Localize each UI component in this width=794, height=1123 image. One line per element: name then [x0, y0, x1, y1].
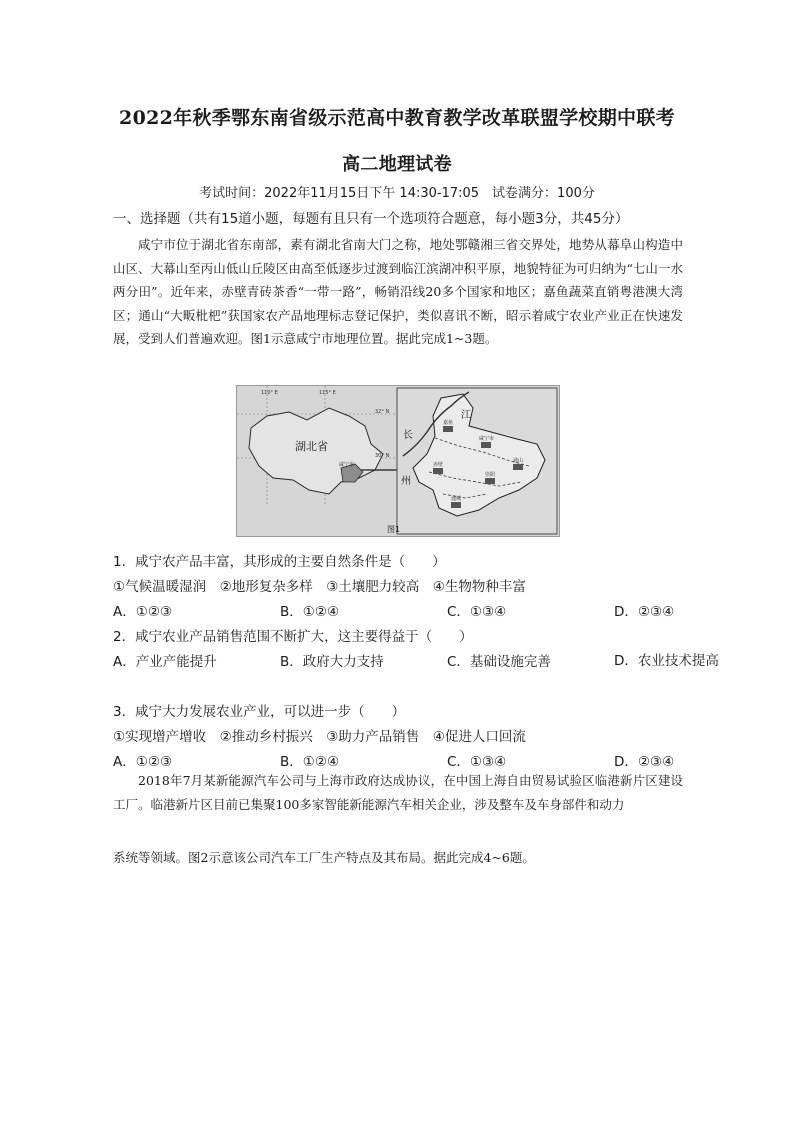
option-d-text: D．农业技术提高 [614, 653, 719, 669]
figure-caption: 图1 [387, 525, 401, 534]
river-label: 江 [461, 410, 471, 421]
passage-1: 咸宁市位于湖北省东南部，素有湖北省南大门之称，地处鄂赣湘三省交界处，地势从幕阜山构造中山区、大幕山至丙山低山丘陵区由高至低逐步过渡到临江滨湖冲积平原，地貌特征为可归纳为“七山一水两分田”。近年来，赤壁青砖茶香“一带一路”，畅销沿线20多个国家和地区；嘉鱼蔬菜直销粤港澳大湾区；通山“大畈枇杷”获国家农产品地理标志登记保护，类似喜讯不断，昭示着咸宁农业产业正在快速发展，受到人们普遍欢迎。图1示意咸宁市地理位置。据此完成1~3题。 [113, 237, 683, 346]
option-b[interactable]: B．①②④ [280, 754, 340, 770]
option-a[interactable]: A．产业产能提升 [113, 654, 217, 670]
county-marker [443, 426, 453, 432]
passage-2: 2018年7月某新能源汽车公司与上海市政府达成协议，在中国上海自由贸易试验区临港新片区建设工厂。临港新片区目前已集聚100多家智能新能源汽车相关企业，涉及整车及车身部件和动力 [113, 773, 683, 812]
county-marker [513, 464, 523, 470]
county-label: 通山 [513, 458, 524, 464]
option-a[interactable]: A．①②③ [113, 754, 173, 770]
question-3-options [113, 750, 683, 770]
question-2-stem: 2．咸宁农业产品销售范围不断扩大，这主要得益于（ ） [113, 629, 473, 645]
county-marker [485, 478, 495, 484]
exam-subtitle: 高二地理试卷 [342, 154, 452, 175]
option-a[interactable]: A．①②③ [113, 604, 173, 620]
exam-info: 考试时间：2022年11月15日下午 14:30-17:05 试卷满分：100分 [199, 186, 595, 201]
passage-2-continued: 系统等领域。图2示意该公司汽车工厂生产特点及其布局。据此完成4~6题。 [113, 850, 535, 865]
county-label: 赤壁 [433, 462, 444, 468]
question-1-stem: 1．咸宁农产品丰富，其形成的主要自然条件是（ ） [113, 554, 446, 570]
option-c[interactable]: C．①③④ [447, 754, 507, 770]
option-c[interactable]: C．基础设施完善 [447, 654, 551, 670]
question-3-choices: ①实现增产增收 ②推动乡村振兴 ③助力产品销售 ④促进人口回流 [113, 729, 526, 745]
county-marker [481, 442, 491, 448]
option-b[interactable]: B．政府大力支持 [280, 654, 384, 670]
question-2-options [113, 650, 719, 694]
option-d[interactable]: D．②③④ [614, 604, 675, 620]
section-heading: 一、选择题（共有15道小题，每题有且只有一个选项符合题意，每小题3分，共45分） [113, 211, 629, 227]
figure-1-map [236, 385, 560, 537]
option-d[interactable]: D．②③④ [614, 754, 675, 770]
province-label: 湖北省 [295, 440, 328, 453]
question-1-options [113, 600, 683, 620]
river-label: 长 [403, 430, 413, 441]
lat-label: 32° N [375, 409, 390, 415]
option-c[interactable]: C．①③④ [447, 604, 507, 620]
city-label: 咸宁市 [339, 462, 355, 468]
exam-title: 2022年秋季鄂东南省级示范高中教育教学改革联盟学校期中联考 [119, 107, 675, 129]
question-1-choices: ①气候温暖湿润 ②地形复杂多样 ③土壤肥力较高 ④生物物种丰富 [113, 579, 526, 595]
county-label: 通城 [451, 496, 462, 502]
county-label: 咸宁市 [479, 436, 495, 442]
lat-label: 30° N [375, 453, 390, 459]
county-label: 崇阳 [485, 472, 496, 478]
lon-label: 115° E [319, 390, 336, 396]
river-label: 州 [401, 476, 411, 487]
option-b[interactable]: B．①②④ [280, 604, 340, 620]
question-3-stem: 3．咸宁大力发展农业产业，可以进一步（ ） [113, 704, 406, 720]
county-marker [433, 468, 443, 474]
lon-label: 110° E [261, 390, 278, 396]
county-marker [451, 502, 461, 508]
county-label: 嘉鱼 [443, 420, 454, 426]
option-d[interactable] [614, 650, 719, 673]
